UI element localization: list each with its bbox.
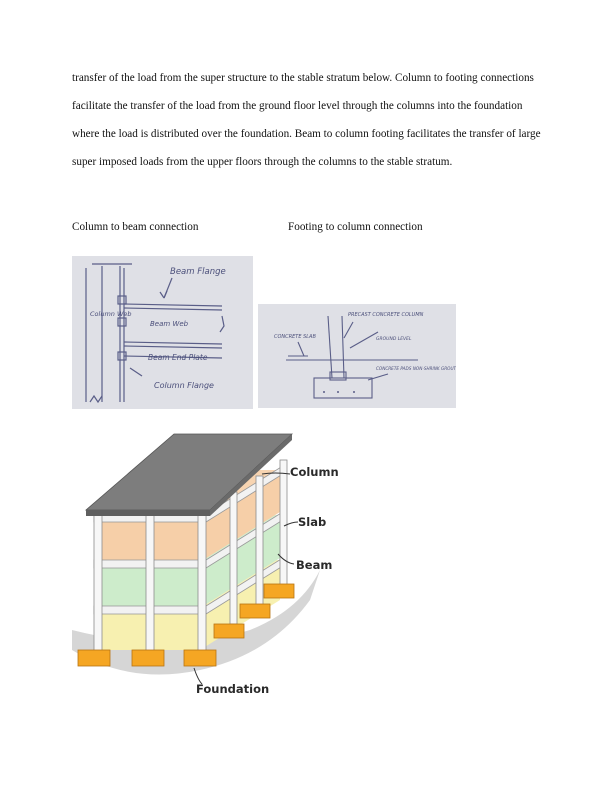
- column-side-3: [280, 460, 287, 588]
- label-ground-level: GROUND LEVEL: [376, 337, 412, 342]
- footing-2: [132, 650, 164, 666]
- footing-6: [264, 584, 294, 598]
- column-front-right: [198, 510, 206, 652]
- label-column-flange: Column Flange: [154, 381, 214, 390]
- footing-1: [78, 650, 110, 666]
- column-side-1: [230, 492, 237, 624]
- label-beam-web: Beam Web: [150, 320, 189, 328]
- column-beam-sketch: [72, 256, 253, 409]
- footing-3: [184, 650, 216, 666]
- label-column-web: Column Web: [90, 310, 132, 318]
- label-beam-end-plate: Beam End Plate: [148, 353, 208, 362]
- footing-column-sketch: [258, 304, 456, 408]
- column-front-left: [94, 510, 102, 652]
- label-beam: Beam: [296, 558, 333, 572]
- label-concrete-pads: CONCRETE PADS NON-SHRINK GROUT: [376, 366, 456, 371]
- roof-slab-edge: [86, 510, 210, 516]
- label-precast-column: PRECAST CONCRETE COLUMN: [348, 312, 424, 318]
- column-front-middle: [146, 510, 154, 652]
- caption-column-to-beam: Column to beam connection: [72, 221, 199, 233]
- label-beam-flange: Beam Flange: [170, 267, 226, 277]
- label-slab: Slab: [298, 515, 327, 529]
- footing-5: [240, 604, 270, 618]
- caption-footing-to-column: Footing to column connection: [288, 221, 423, 233]
- footing-4: [214, 624, 244, 638]
- structure-diagram: [70, 430, 360, 705]
- label-foundation: Foundation: [196, 682, 270, 696]
- column-side-2: [256, 476, 263, 606]
- body-paragraph: transfer of the load from the super structure to the stable stratum below. Column to footing connections facilitate the transfer of the load from the ground floor level through the columns into the foundation where the load is distributed over the foundation. Beam to column footing facilitates the transfer of large super imposed loads from the upper floors through the columns to the stable stratum.: [72, 72, 541, 168]
- label-concrete-slab: CONCRETE SLAB: [274, 334, 316, 340]
- label-column: Column: [290, 465, 339, 479]
